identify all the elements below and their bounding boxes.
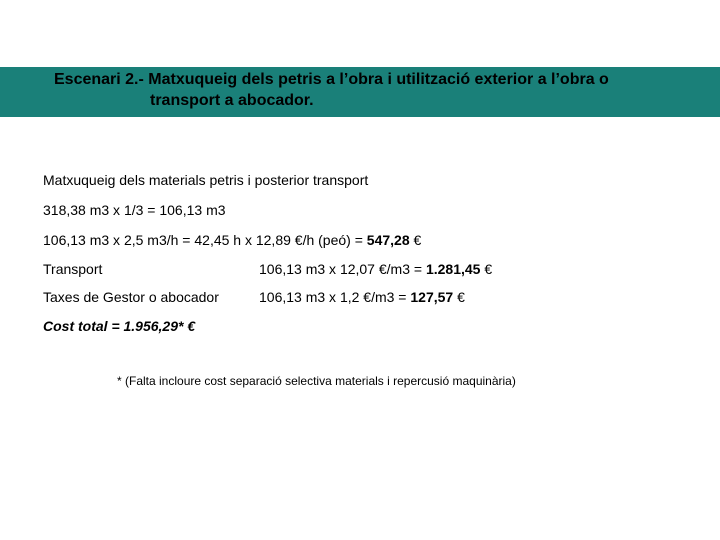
transport-cost-line xyxy=(43,261,493,277)
taxes-formula-group xyxy=(259,289,465,305)
taxes-value: 127,57 xyxy=(410,289,454,305)
section-heading: Matxuqueig dels materials petris i posterior transport xyxy=(43,172,369,188)
labour-cost-value: 547,28 xyxy=(366,232,410,248)
taxes-label: Taxes de Gestor o abocador xyxy=(43,289,219,305)
title-banner xyxy=(0,67,720,117)
labour-cost-unit: € xyxy=(409,232,422,248)
taxes-unit: € xyxy=(453,289,465,305)
transport-label: Transport xyxy=(43,261,103,277)
slide-title-line-2: transport a abocador. xyxy=(150,92,314,109)
total-cost: Cost total = 1.956,29* € xyxy=(43,318,196,334)
labour-cost-formula: 106,13 m3 x 2,5 m3/h = 42,45 h x 12,89 €/h (peó) = xyxy=(43,232,367,248)
taxes-formula: 106,13 m3 x 1,2 €/m3 = xyxy=(259,289,411,305)
transport-formula-group xyxy=(259,261,492,277)
transport-formula: 106,13 m3 x 12,07 €/m3 = xyxy=(259,261,426,277)
labour-cost-line xyxy=(43,232,421,248)
volume-calculation: 318,38 m3 x 1/3 = 106,13 m3 xyxy=(43,202,226,218)
transport-unit: € xyxy=(480,261,493,277)
transport-value: 1.281,45 xyxy=(425,261,481,277)
footnote: * (Falta incloure cost separació selectiva materials i repercusió maquinària) xyxy=(117,374,516,388)
taxes-cost-line xyxy=(43,289,465,305)
slide-title-line-1: Escenari 2.- Matxuqueig dels petris a l’obra i utilització exterior a l’obra o xyxy=(54,71,609,88)
